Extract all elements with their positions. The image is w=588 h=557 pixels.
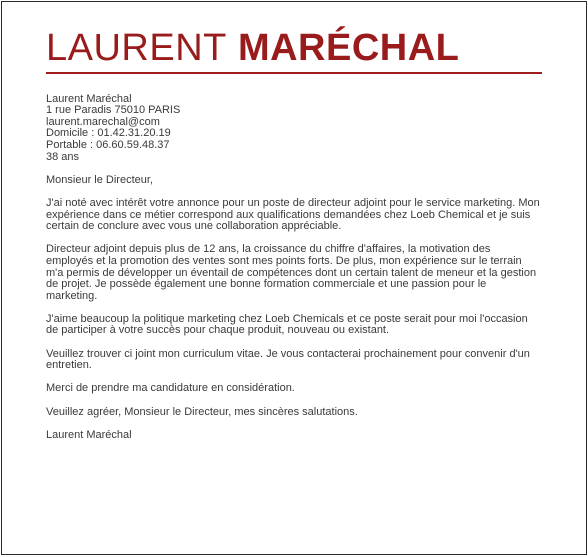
sender-home-phone: Domicile : 01.42.31.20.19	[46, 127, 171, 140]
paragraph-2: Directeur adjoint depuis plus de 12 ans, la croissance du chiffre d'affaires, la motivation des employés et la promotion des ventes sont mes points forts. De plus, mon expérience sur le terrain m'a permis de développer un éventail de compétences dont un certain talent de meneur et la gestion de projet. Je possède également une bonne formation commerciale et une passion pour le marketing.	[46, 243, 537, 302]
header-divider	[46, 72, 542, 74]
sender-age: 38 ans	[46, 150, 80, 163]
sender-name-heading	[46, 28, 542, 68]
last-name: MARÉCHAL	[237, 27, 460, 69]
letter-page	[1, 1, 587, 555]
sender-email: laurent.marechal@com	[46, 115, 160, 128]
salutation: Monsieur le Directeur,	[46, 173, 153, 186]
paragraph-1: J'ai noté avec intérêt votre annonce pour un poste de directeur adjoint pour le service marketing. Mon expérience dans ce métier correspond aux qualifications demandées chez Loeb Chemical et je suis certain de conclure avec vous une collaboration appréciable.	[46, 196, 540, 233]
letter-content	[46, 82, 540, 453]
paragraph-4: Veuillez trouver ci joint mon curriculum vitae. Je vous contacterai prochainement pour convenir d'un entretien.	[46, 347, 530, 372]
sender-address: 1 rue Paradis 75010 PARIS	[46, 104, 181, 117]
paragraph-5: Merci de prendre ma candidature en considération.	[46, 382, 295, 395]
sender-name: Laurent Maréchal	[46, 92, 132, 105]
first-name: LAURENT	[46, 27, 227, 69]
paragraph-6: Veuillez agréer, Monsieur le Directeur, mes sincères salutations.	[46, 405, 358, 418]
paragraph-3: J'aime beaucoup la politique marketing chez Loeb Chemicals et ce poste serait pour moi l'occasion de participer à votre succès pour chaque produit, nouveau ou existant.	[46, 312, 528, 337]
signature: Laurent Maréchal	[46, 428, 132, 441]
letter-header	[46, 28, 542, 74]
sender-mobile-phone: Portable : 06.60.59.48.37	[46, 138, 170, 151]
